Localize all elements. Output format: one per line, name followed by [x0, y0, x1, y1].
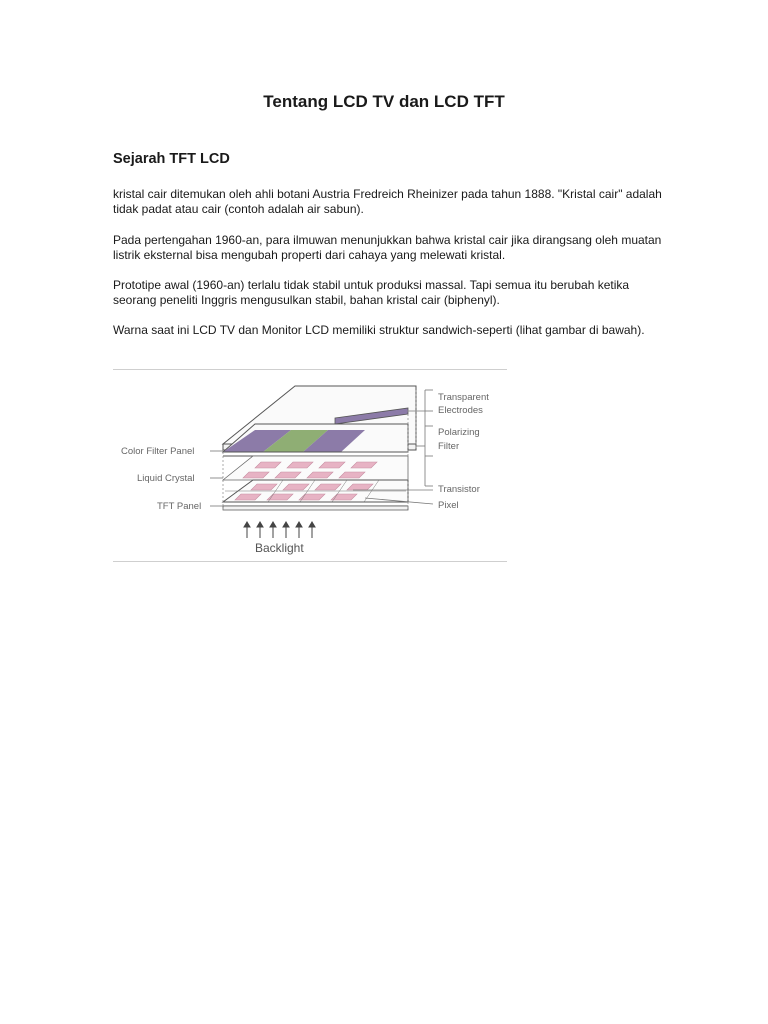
page-title: Tentang LCD TV dan LCD TFT [263, 92, 505, 111]
bottom-glass-layer [223, 506, 408, 510]
label-filter: Filter [438, 441, 460, 452]
label-liquid-crystal: Liquid Crystal [137, 473, 195, 484]
backlight-arrows [244, 522, 315, 538]
paragraph-2: Pada pertengahan 1960-an, para ilmuwan menunjukkan bahwa kristal cair jika dirangsang oleh muatan listrik eksternal bisa mengubah properti dari cahaya yang melewati kristal. [113, 233, 662, 262]
lcd-layers-figure [113, 370, 507, 561]
label-polarizing: Polarizing [438, 427, 480, 438]
label-pixel: Pixel [438, 500, 459, 511]
label-backlight: Backlight [255, 541, 304, 555]
paragraph-3: Prototipe awal (1960-an) terlalu tidak stabil untuk produksi massal. Tapi semua itu berubah ketika seorang peneliti Inggris mengusulkan stabil, bahan kristal cair (biphenyl). [113, 278, 630, 307]
lcd-structure-diagram [113, 369, 507, 562]
label-color-filter-panel: Color Filter Panel [121, 446, 195, 457]
paragraph-4: Warna saat ini LCD TV dan Monitor LCD memiliki struktur sandwich-seperti (lihat gambar di bawah). [113, 323, 645, 337]
section-heading: Sejarah TFT LCD [113, 151, 230, 167]
label-transparent: Transparent [438, 392, 489, 403]
label-electrodes: Electrodes [438, 405, 483, 416]
label-tft-panel: TFT Panel [157, 501, 202, 512]
label-transistor: Transistor [438, 484, 480, 495]
paragraph-1: kristal cair ditemukan oleh ahli botani Austria Fredreich Rheinizer pada tahun 1888. "Kristal cair" adalah tidak padat atau cair (contoh adalah air sabun). [113, 187, 662, 216]
left-leader-lines [210, 451, 223, 506]
